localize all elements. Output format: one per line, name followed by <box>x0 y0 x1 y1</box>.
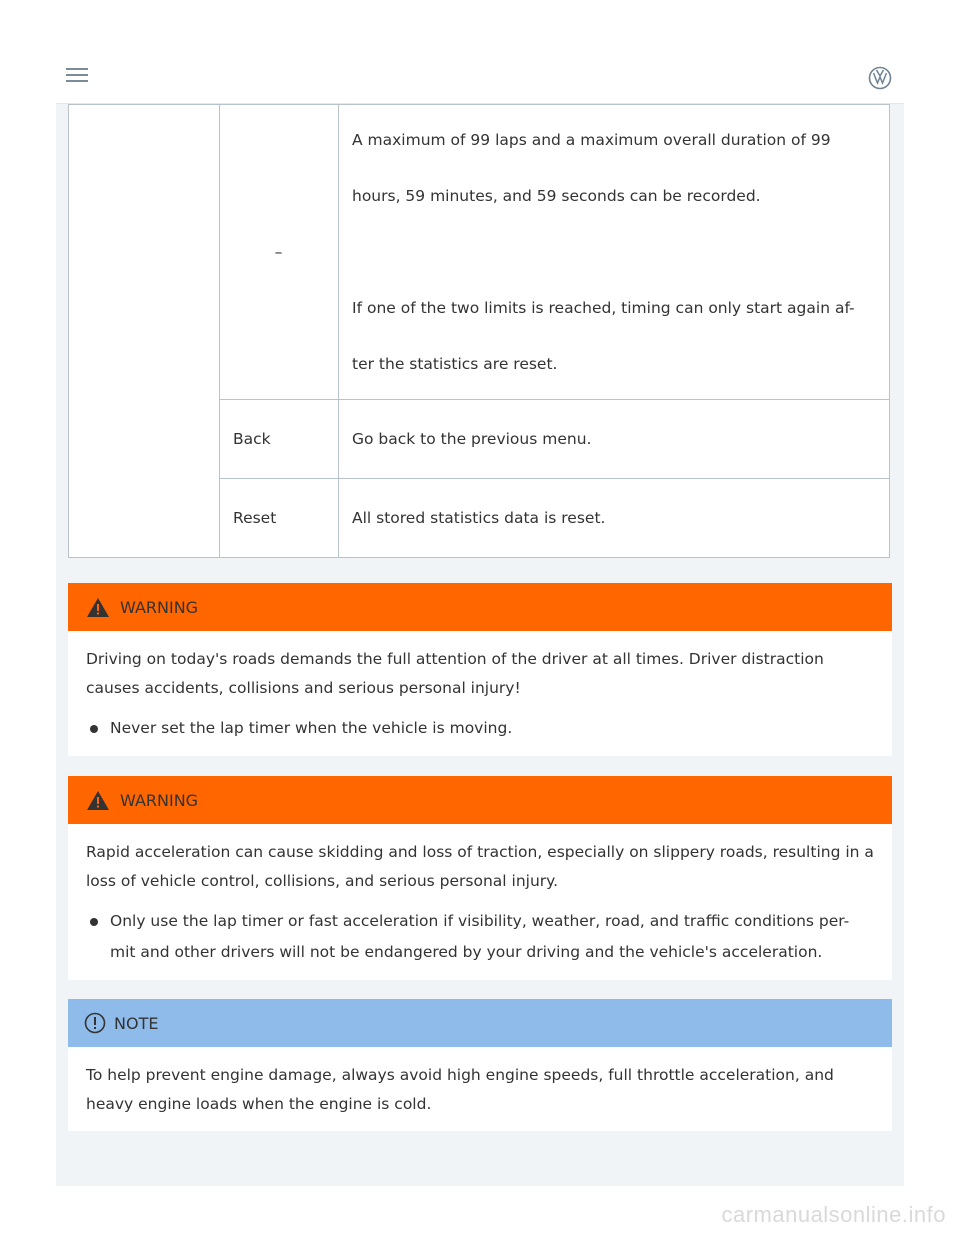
warning-header <box>68 583 892 631</box>
statistics-table <box>68 104 890 558</box>
table-cell-item: – <box>220 105 339 400</box>
warning-bullet: Never set the lap timer when the vehicle is moving. <box>86 713 874 744</box>
description-line: hours, 59 minutes, and 59 seconds can be recorded. <box>352 187 761 205</box>
warning-header <box>68 776 892 824</box>
table-cell-item: Back <box>220 400 339 479</box>
table-row <box>69 105 890 400</box>
warning-text: Rapid acceleration can cause skidding and loss of traction, especially on slippery roads, resulting in a loss of vehicle control, collisions, and serious personal injury. <box>86 843 874 890</box>
warning-box <box>68 583 892 756</box>
table-cell-description: All stored statistics data is reset. <box>339 479 890 558</box>
hamburger-menu-icon[interactable] <box>66 68 88 88</box>
note-body <box>68 1047 892 1131</box>
table-cell-description: Go back to the previous menu. <box>339 400 890 479</box>
note-title: NOTE <box>114 1013 159 1033</box>
warning-text: Driving on today's roads demands the full attention of the driver at all times. Driver distraction causes accidents, collisions and serious personal injury! <box>86 650 824 697</box>
warning-body <box>68 631 892 756</box>
description-line: If one of the two limits is reached, timing can only start again af- <box>352 299 855 317</box>
description-line: A maximum of 99 laps and a maximum overall duration of 99 <box>352 131 831 149</box>
description-line: ter the statistics are reset. <box>352 355 558 373</box>
warning-bullet: Only use the lap timer or fast acceleration if visibility, weather, road, and traffic conditions per-mit and other drivers will not be endangered by your driving and the vehicle's acceleration. <box>86 906 874 968</box>
content-area <box>56 104 904 1186</box>
table-cell-item: Reset <box>220 479 339 558</box>
description-line <box>352 224 879 280</box>
note-text: To help prevent engine damage, always avoid high engine speeds, full throttle acceleration, and heavy engine loads when the engine is cold. <box>86 1066 834 1113</box>
table-cell-empty <box>69 105 220 558</box>
note-box <box>68 999 892 1131</box>
warning-triangle-icon <box>86 597 110 618</box>
vw-logo-icon[interactable] <box>868 66 892 90</box>
warning-title: WARNING <box>120 597 199 617</box>
exclamation-circle-icon <box>84 1012 106 1034</box>
warning-title: WARNING <box>120 790 199 810</box>
watermark: carmanualsonline.info <box>721 1202 946 1227</box>
warning-body <box>68 824 892 980</box>
top-header <box>56 56 904 104</box>
table-cell-description <box>339 105 890 400</box>
warning-triangle-icon <box>86 790 110 811</box>
note-header <box>68 999 892 1047</box>
warning-box <box>68 776 892 980</box>
